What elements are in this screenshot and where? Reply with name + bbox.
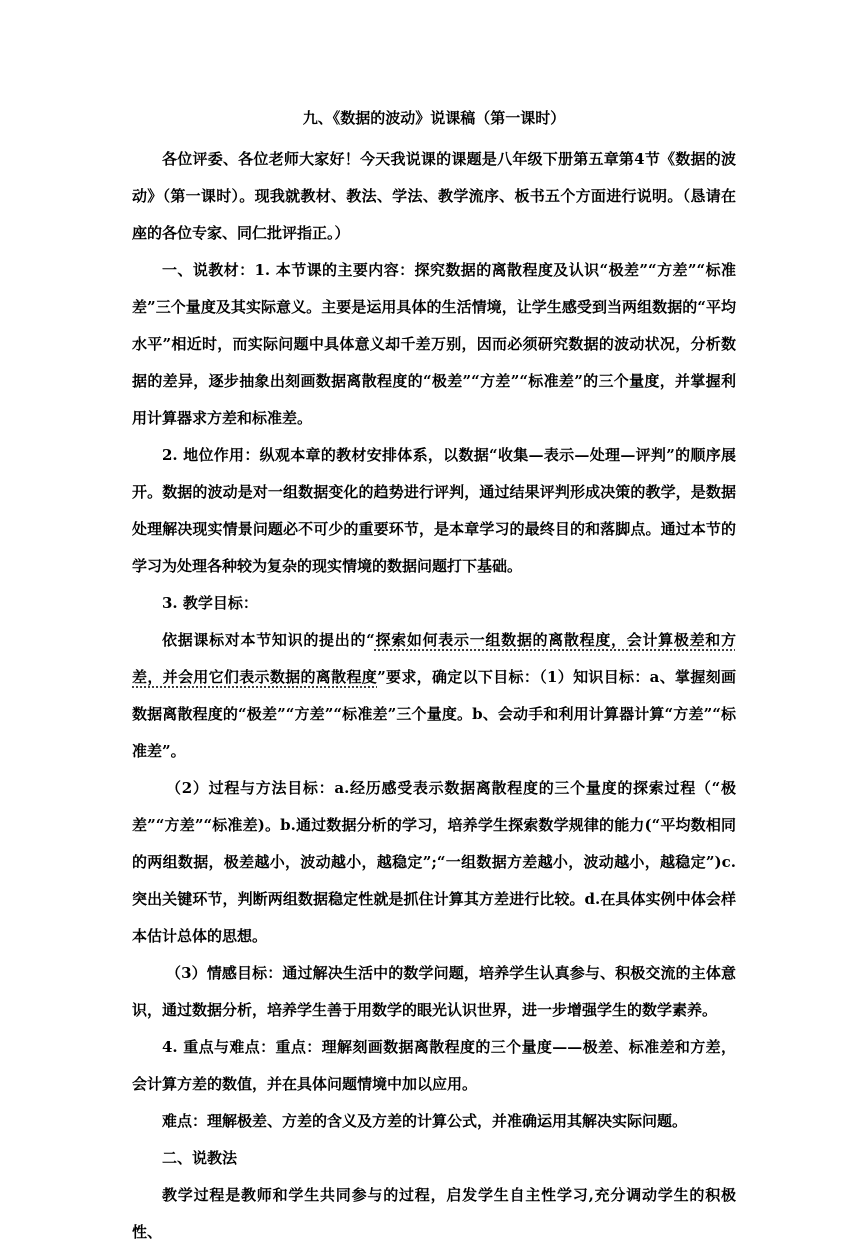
- curriculum-standard-quote: 探索如何表示一组数据的离散程度，会计算极差和方差，并会用它们表示数据的离散程度: [132, 631, 736, 686]
- paragraph-textbook: 一、说教材：1. 本节课的主要内容：探究数据的离散程度及认识“极差”“方差”“标准差”三个量度及其实际意义。主要是运用具体的生活情境，让学生感受到当两组数据的“平均水平”相近时，而实际问题中具体意义却千差万别，因而必须研究数据的波动状况，分析数据的差异，逐步抽象出刻画数据离散程度的“极差”“方差”“标准差”的三个量度，并掌握利用计算器求方差和标准差。: [132, 261, 736, 427]
- paragraph-emotion-objectives: （3）情感目标：通过解决生活中的数学问题，培养学生认真参与、积极交流的主体意识，通过数据分析，培养学生善于用数学的眼光认识世界，进一步增强学生的数学素养。: [132, 964, 736, 1019]
- paragraph-teaching-method: 教学过程是教师和学生共同参与的过程，启发学生自主性学习,充分调动学生的积极性、: [132, 1186, 736, 1241]
- objectives-tail-text: ”要求，确定以下目标：（1）知识目标：a、掌握刻画数据离散程度的“极差”“方差”“标准差”三个量度。b、会动手和利用计算器计算“方差”“标准差”。: [132, 668, 736, 760]
- document-title: 九、《数据的波动》说课稿（第一课时）: [302, 109, 566, 127]
- paragraph-objectives-heading: 3. 教学目标：: [162, 594, 258, 612]
- paragraph-difficulties: 难点：理解极差、方差的含义及方差的计算公式，并准确运用其解决实际问题。: [162, 1112, 688, 1130]
- paragraph-process-objectives: （2）过程与方法目标：a.经历感受表示数据离散程度的三个量度的探索过程（“极差”“方差”“标准差)。b.通过数据分析的学习，培养学生探索数学规律的能力(“平均数相同的两组数据，极差越小，波动越小，越稳定”;“一组数据方差越小，波动越小，越稳定”)c.突出关键环节，判断两组数据稳定性就是抓住计算其方差进行比较。d.在具体实例中体会样本估计总体的思想。: [132, 779, 736, 945]
- paragraph-position: 2. 地位作用：纵观本章的教材安排体系，以数据“收集—表示—处理—评判”的顺序展开。数据的波动是对一组数据变化的趋势进行评判，通过结果评判形成决策的教学，是数据处理解决现实情景问题必不可少的重要环节，是本章学习的最终目的和落脚点。通过本节的学习为处理各种较为复杂的现实情境的数据问题打下基础。: [132, 446, 736, 575]
- objectives-lead-text: 依据课标对本节知识的提出的“: [162, 631, 375, 649]
- paragraph-greeting: 各位评委、各位老师大家好！今天我说课的课题是八年级下册第五章第4节《数据的波动》（第一课时）。现我就教材、教法、学法、教学流序、板书五个方面进行说明。（恳请在座的各位专家、同仁批评指正。）: [132, 150, 736, 242]
- section-heading-teaching-method: 二、说教法: [162, 1149, 238, 1167]
- paragraph-knowledge-objectives: [132, 622, 736, 770]
- document-body: [132, 108, 736, 1251]
- paragraph-key-points: 4. 重点与难点：重点：理解刻画数据离散程度的三个量度——极差、标准差和方差，会计算方差的数值，并在具体问题情境中加以应用。: [132, 1038, 736, 1093]
